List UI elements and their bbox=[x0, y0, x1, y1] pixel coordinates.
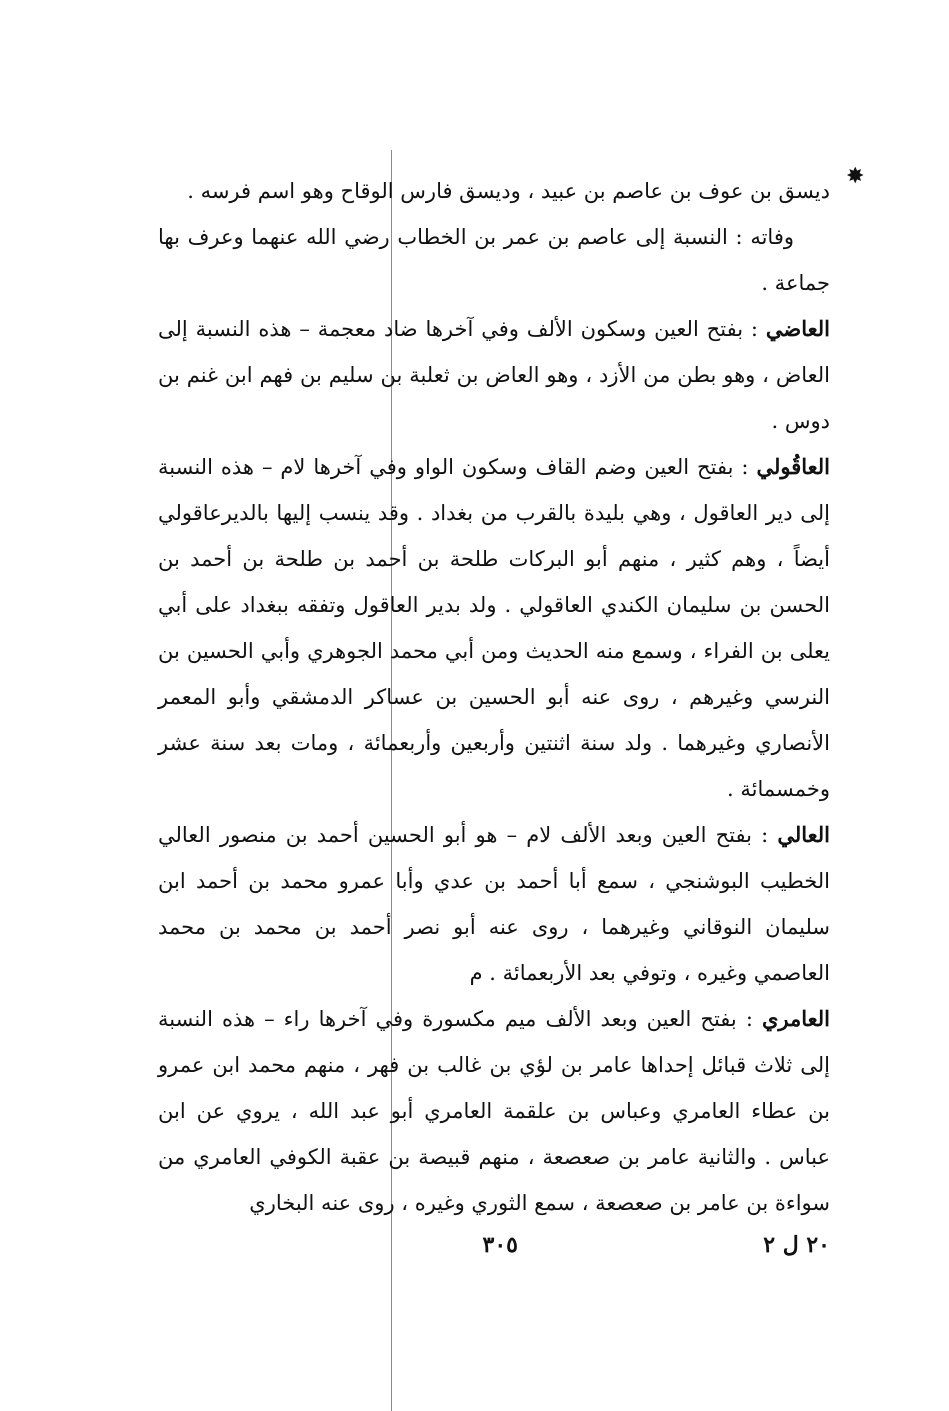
entry-headword: العالي bbox=[777, 822, 830, 847]
entry-headword: العاقُولي bbox=[756, 454, 830, 479]
entry-text: : بفتح العين وبعد الألف لام – هو أبو الحسين أحمد بن منصور العالي الخطيب البوشنجي ، سمع أبا أحمد بن عدي وأبا عمرو محمد بن أحمد ابن سليمان النوقاني وغيرهما ، روى عنه أبو نصر أحمد بن محمد بن محمد العاصمي وغيره ، وتوفي بعد الأربعمائة . م bbox=[158, 823, 830, 985]
entry-text: : بفتح العين وسكون الألف وفي آخرها ضاد معجمة – هذه النسبة إلى العاض ، وهو بطن من الأزد ، وهو العاض بن ثعلبة بن سليم بن فهم ابن غنم بن دوس . bbox=[158, 317, 830, 433]
paragraph-wafatuh bbox=[158, 214, 830, 306]
page-number: ٣٠٥ bbox=[482, 1232, 518, 1258]
entry-text: : بفتح العين وبعد الألف ميم مكسورة وفي آخرها راء – هذه النسبة إلى ثلاث قبائل إحداها عامر بن لؤي بن غالب بن فهر ، منهم محمد ابن عمرو بن عطاء العامري وعباس بن علقمة العامري أبو عبد الله ، يروي عن ابن عباس . والثانية عامر بن صعصعة ، منهم قبيصة بن عقبة الكوفي العامري من سواءة بن عامر بن صعصعة ، سمع الثوري وغيره ، روى عنه البخاري bbox=[158, 1007, 830, 1215]
entry-headword: العاضي bbox=[765, 316, 830, 341]
signature-mark: ٢٠ ل ٢ bbox=[763, 1232, 830, 1258]
entry-al-aquli bbox=[158, 444, 830, 812]
entry-al-ali bbox=[158, 812, 830, 996]
page-corner-mark: ✸ bbox=[846, 164, 865, 189]
entry-text: : بفتح العين وضم القاف وسكون الواو وفي آخرها لام – هذه النسبة إلى دير العاقول ، وهي بليدة بالقرب من بغداد . وقد ينسب إليها بالديرعاقولي أيضاً ، وهم كثير ، منهم أبو البركات طلحة بن أحمد بن طلحة بن أحمد بن الحسن بن سليمان الكندي العاقولي . ولد بدير العاقول وتفقه ببغداد على أبي يعلى بن الفراء ، وسمع منه الحديث ومن أبي محمد الجوهري وأبي الحسين بن النرسي وغيرهم ، روى عنه أبو الحسين بن عساكر الدمشقي وأبو المعمر الأنصاري وغيرهما . ولد سنة اثنتين وأربعين وأربعمائة ، ومات بعد سنة عشر وخمسمائة . bbox=[158, 455, 831, 801]
paragraph-continuation bbox=[158, 168, 830, 214]
entry-headword: العامري bbox=[761, 1006, 830, 1031]
paragraph-text: وفاته : النسبة إلى عاصم بن عمر بن الخطاب رضي الله عنهما وعرف بها جماعة . bbox=[158, 225, 830, 295]
paragraph-text: ديسق بن عوف بن عاصم بن عبيد ، وديسق فارس الوقاح وهو اسم فرسه . bbox=[187, 179, 830, 203]
entry-al-amiri bbox=[158, 996, 830, 1226]
entry-al-adi bbox=[158, 306, 830, 444]
main-text bbox=[158, 168, 830, 1226]
